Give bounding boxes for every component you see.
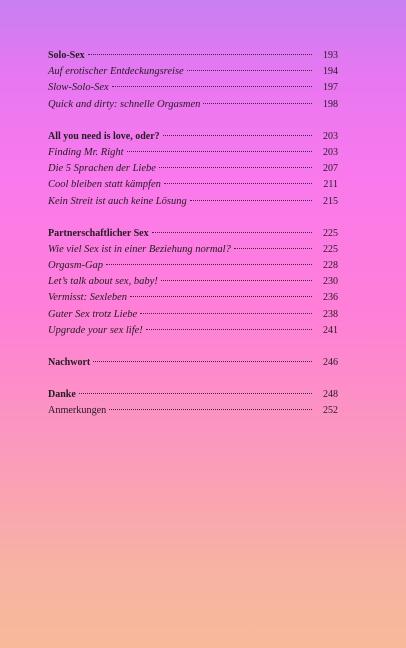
dot-leader xyxy=(146,329,312,330)
page-number: 203 xyxy=(323,146,338,158)
page-number: 225 xyxy=(323,243,338,255)
subchapter-entry[interactable] xyxy=(48,403,338,419)
page-number: 246 xyxy=(323,357,338,368)
page-number: 207 xyxy=(323,163,338,175)
page-number: 238 xyxy=(323,308,338,320)
subchapter-entry[interactable] xyxy=(48,145,338,161)
dot-leader xyxy=(109,409,312,410)
dot-leader xyxy=(163,135,312,136)
chapter-entry[interactable] xyxy=(48,387,338,403)
page-number: 193 xyxy=(323,50,338,61)
dot-leader xyxy=(203,103,312,104)
subchapter-entry[interactable] xyxy=(48,258,338,274)
page-number: 211 xyxy=(323,179,338,191)
dot-leader xyxy=(88,54,312,55)
dot-leader xyxy=(161,280,312,281)
dot-leader xyxy=(140,313,312,314)
page-number: 197 xyxy=(323,82,338,94)
dot-leader xyxy=(130,296,312,297)
dot-leader xyxy=(112,86,312,87)
page-number: 248 xyxy=(323,389,338,401)
dot-leader xyxy=(79,393,312,394)
dot-leader xyxy=(93,361,312,362)
subchapter-entry[interactable] xyxy=(48,80,338,96)
subchapter-entry[interactable] xyxy=(48,274,338,290)
subchapter-entry[interactable] xyxy=(48,323,338,339)
subchapter-entry[interactable] xyxy=(48,177,338,193)
entry-title: Let’s talk about sex, baby! xyxy=(48,276,158,288)
entry-title: Finding Mr. Right xyxy=(48,146,124,158)
subchapter-entry[interactable] xyxy=(48,194,338,210)
toc-section xyxy=(48,387,338,419)
dot-leader xyxy=(159,167,312,168)
page-number: 228 xyxy=(323,260,338,272)
subchapter-entry[interactable] xyxy=(48,64,338,80)
chapter-entry[interactable] xyxy=(48,226,338,242)
entry-title: Upgrade your sex life! xyxy=(48,324,143,336)
dot-leader xyxy=(234,248,312,249)
entry-title: Nachwort xyxy=(48,357,91,368)
dot-leader xyxy=(127,151,312,152)
chapter-entry[interactable] xyxy=(48,48,338,64)
page-number: 194 xyxy=(323,66,338,78)
chapter-entry[interactable] xyxy=(48,355,338,371)
subchapter-entry[interactable] xyxy=(48,161,338,177)
entry-title: Vermisst: Sexleben xyxy=(48,292,128,304)
dot-leader xyxy=(106,264,312,265)
toc-section xyxy=(48,226,338,339)
entry-title: Slow-Solo-Sex xyxy=(48,82,109,94)
entry-title: Die 5 Sprachen der Liebe xyxy=(48,163,156,175)
entry-title: Orgasm-Gap xyxy=(48,260,104,272)
subchapter-entry[interactable] xyxy=(48,242,338,258)
entry-title: Cool bleiben statt kämpfen xyxy=(48,179,161,191)
entry-title: Danke xyxy=(48,389,76,401)
entry-title: All you need is love, oder? xyxy=(48,130,160,142)
entry-title: Auf erotischer Entdeckungsreise xyxy=(48,66,184,78)
subchapter-entry[interactable] xyxy=(48,307,338,323)
page-number: 203 xyxy=(323,130,338,142)
dot-leader xyxy=(152,232,312,233)
table-of-contents xyxy=(48,48,338,436)
toc-section xyxy=(48,129,338,210)
page-number: 252 xyxy=(323,405,338,417)
toc-section xyxy=(48,355,338,371)
entry-title: Solo-Sex xyxy=(48,50,85,61)
subchapter-entry[interactable] xyxy=(48,97,338,113)
entry-title: Anmerkungen xyxy=(48,405,107,417)
page-number: 225 xyxy=(323,227,338,239)
entry-title: Quick and dirty: schnelle Orgasmen xyxy=(48,98,201,110)
entry-title: Guter Sex trotz Liebe xyxy=(48,308,138,320)
page-number: 198 xyxy=(323,98,338,110)
chapter-entry[interactable] xyxy=(48,129,338,145)
subchapter-entry[interactable] xyxy=(48,290,338,306)
dot-leader xyxy=(164,183,312,184)
entry-title: Kein Streit ist auch keine Lösung xyxy=(48,195,187,207)
page-number: 236 xyxy=(323,292,338,304)
dot-leader xyxy=(190,200,312,201)
toc-section xyxy=(48,48,338,113)
dot-leader xyxy=(187,70,312,71)
page-number: 230 xyxy=(323,276,338,288)
page-number: 215 xyxy=(323,195,338,207)
page-number: 241 xyxy=(323,324,338,336)
entry-title: Wie viel Sex ist in einer Beziehung normal? xyxy=(48,243,231,255)
entry-title: Partnerschaftlicher Sex xyxy=(48,227,149,239)
